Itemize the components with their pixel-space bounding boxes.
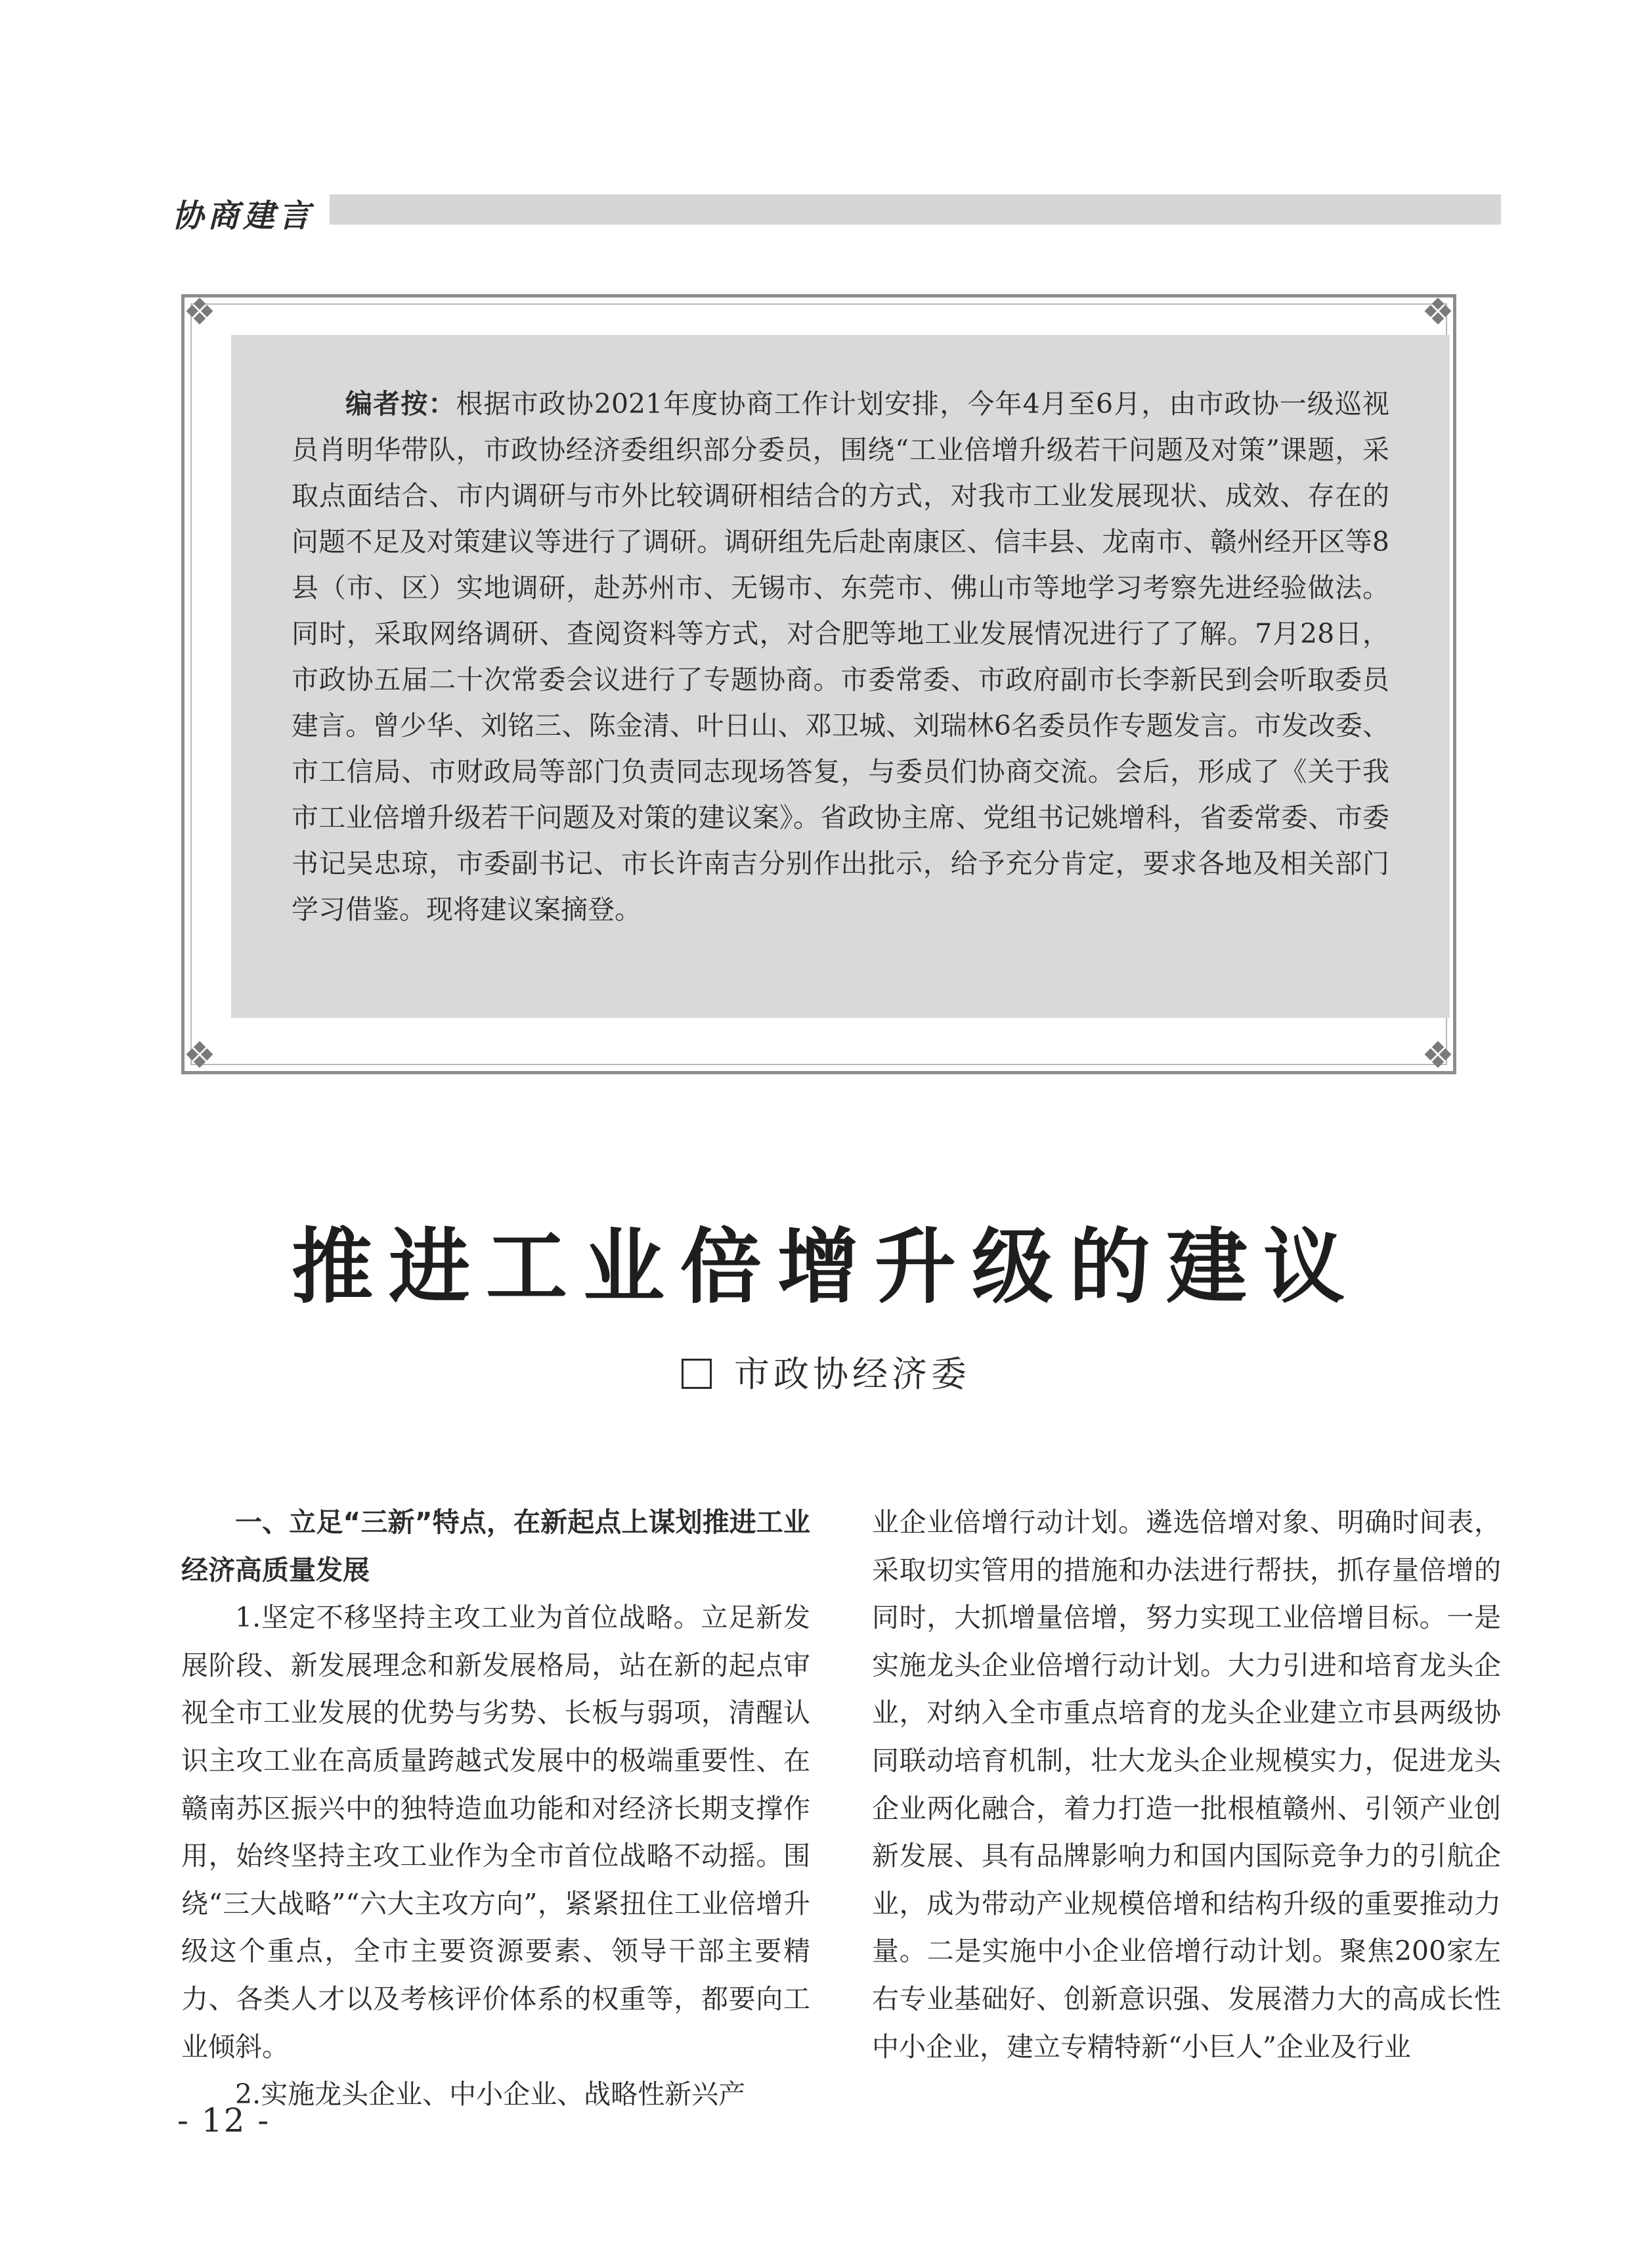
editor-note-label: 编者按：	[345, 388, 456, 420]
ornament-corner-icon: ❖	[183, 291, 217, 334]
section-tag-bar	[330, 194, 1501, 225]
section-tag: 协商建言	[172, 198, 315, 234]
left-column	[181, 1499, 810, 2118]
paragraph: 2.实施龙头企业、中小企业、战略性新兴产	[235, 2078, 746, 2111]
right-column	[872, 1499, 1501, 2071]
editor-note-text	[292, 381, 1389, 932]
paragraph: 1.坚定不移坚持主攻工业为首位战略。立足新发展阶段、新发展理念和新发展格局，站在新的起点审视全市工业发展的优势与劣势、长板与弱项，清醒认识主攻工业在高质量跨越式发展中的极端重要性、在赣南苏区振兴中的独特造血功能和对经济长期支撑作用，始终坚持主攻工业作为全市首位战略不动摇。围绕“三大战略”“六大主攻方向”，紧紧扭住工业倍增升级这个重点，全市主要资源要素、领导干部主要精力、各类人才以及考核评价体系的权重等，都要向工业倾斜。	[181, 1602, 810, 2063]
author: 市政协经济委	[734, 1353, 970, 1395]
ornament-corner-icon: ❖	[1421, 291, 1455, 334]
ornament-corner-icon: ❖	[183, 1034, 217, 1077]
section-heading: 一、立足“三新”特点，在新起点上谋划推进工业经济高质量发展	[181, 1506, 810, 1586]
ornament-corner-icon: ❖	[1421, 1034, 1455, 1077]
byline	[0, 1346, 1652, 1397]
paragraph: 业企业倍增行动计划。遴选倍增对象、明确时间表，采取切实管用的措施和办法进行帮扶，抓存量倍增的同时，大抓增量倍增，努力实现工业倍增目标。一是实施龙头企业倍增行动计划。大力引进和培育龙头企业，对纳入全市重点培育的龙头企业建立市县两级协同联动培育机制，壮大龙头企业规模实力，促进龙头企业两化融合，着力打造一批根植赣州、引领产业创新发展、具有品牌影响力和国内国际竞争力的引航企业，成为带动产业规模倍增和结构升级的重要推动力量。二是实施中小企业倍增行动计划。聚焦200家左右专业基础好、创新意识强、发展潜力大的高成长性中小企业，建立专精特新“小巨人”企业及行业	[872, 1506, 1501, 2063]
article-title: 推进工业倍增升级的建议	[291, 1220, 1360, 1315]
page-number: - 12 -	[177, 2101, 271, 2139]
editor-note-box	[231, 335, 1450, 1018]
editor-note-body: 根据市政协2021年度协商工作计划安排，今年4月至6月，由市政协一级巡视员肖明华带队，市政协经济委组织部分委员，围绕“工业倍增升级若干问题及对策”课题，采取点面结合、市内调研与市外比较调研相结合的方式，对我市工业发展现状、成效、存在的问题不足及对策建议等进行了调研。调研组先后赴南康区、信丰县、龙南市、赣州经开区等8县（市、区）实地调研，赴苏州市、无锡市、东莞市、佛山市等地学习考察先进经验做法。同时，采取网络调研、查阅资料等方式，对合肥等地工业发展情况进行了了解。7月28日，市政协五届二十次常委会议进行了专题协商。市委常委、市政府副市长李新民到会听取委员建言。曾少华、刘铭三、陈金清、叶日山、邓卫城、刘瑞林6名委员作专题发言。市发改委、市工信局、市财政局等部门负责同志现场答复，与委员们协商交流。会后，形成了《关于我市工业倍增升级若干问题及对策的建议案》。省政协主席、党组书记姚增科，省委常委、市委书记吴忠琼，市委副书记、市长许南吉分别作出批示，给予充分肯定，要求各地及相关部门学习借鉴。现将建议案摘登。	[292, 388, 1389, 925]
square-bullet-icon	[682, 1359, 712, 1389]
